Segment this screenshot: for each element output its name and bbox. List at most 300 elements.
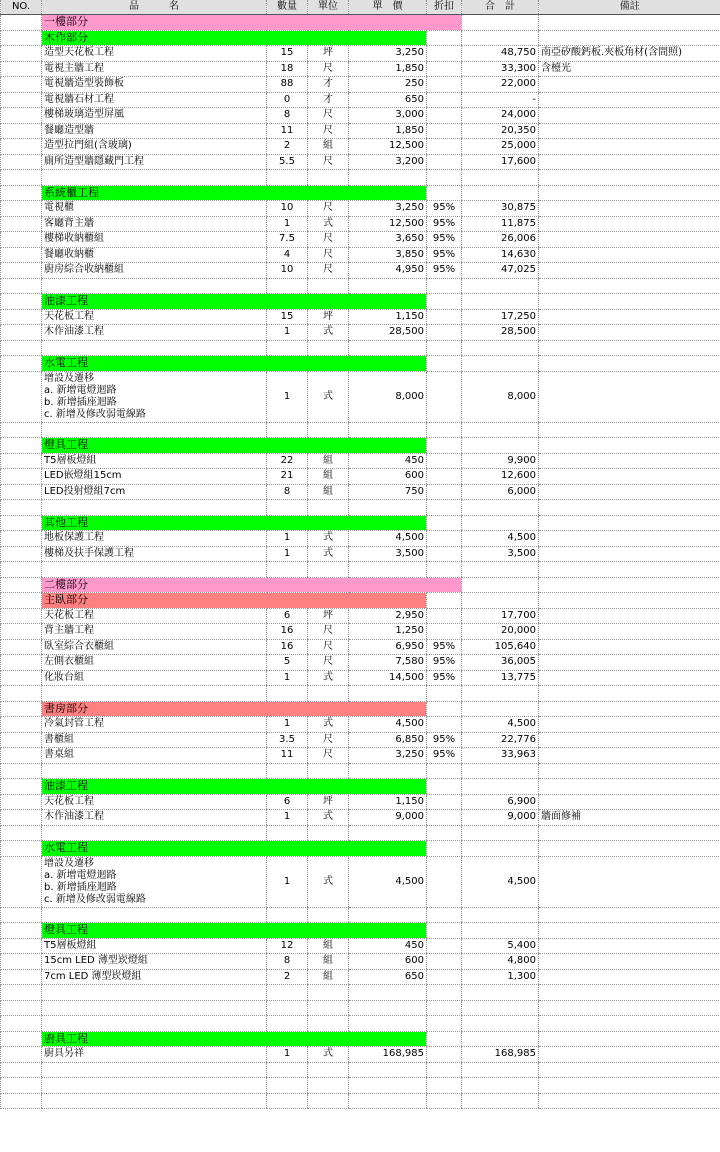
price-cell: 4,500 — [349, 531, 427, 547]
unit-cell: 尺 — [308, 232, 349, 248]
blank-row — [1, 500, 720, 516]
empty-cell — [427, 907, 462, 923]
discount-cell — [427, 938, 462, 954]
empty-cell — [349, 340, 427, 356]
empty-cell — [462, 923, 539, 939]
empty-cell — [308, 1093, 349, 1109]
empty-cell — [539, 1062, 720, 1078]
qty-cell: 22 — [267, 453, 308, 469]
empty-cell — [539, 1000, 720, 1016]
total-cell: 1,300 — [462, 969, 539, 985]
item-line: b. 新增插座迴路 — [44, 396, 117, 408]
note-cell — [539, 717, 720, 733]
price-cell: 4,500 — [349, 856, 427, 907]
empty-cell — [427, 923, 462, 939]
section-title-row — [1, 30, 720, 46]
blank-row — [1, 422, 720, 438]
table-row — [1, 969, 720, 985]
col-qty: 數量 — [267, 0, 308, 15]
section-title: 水電工程 — [42, 841, 427, 857]
note-cell — [539, 92, 720, 108]
empty-cell — [349, 1062, 427, 1078]
empty-cell — [267, 500, 308, 516]
unit-cell: 尺 — [308, 639, 349, 655]
qty-cell: 1 — [267, 325, 308, 341]
empty-cell — [539, 185, 720, 201]
qty-cell: 5 — [267, 655, 308, 671]
item-name: 電視牆石材工程 — [42, 92, 267, 108]
note-cell — [539, 639, 720, 655]
item-name: 臥室綜合衣櫃組 — [42, 639, 267, 655]
empty-cell — [267, 907, 308, 923]
qty-cell: 4 — [267, 247, 308, 263]
discount-cell: 95% — [427, 216, 462, 232]
unit-cell: 尺 — [308, 108, 349, 124]
qty-cell: 8 — [267, 484, 308, 500]
empty-cell — [1, 1093, 42, 1109]
empty-cell — [308, 686, 349, 702]
note-cell — [539, 969, 720, 985]
empty-cell — [427, 500, 462, 516]
empty-cell — [462, 825, 539, 841]
no-cell — [1, 185, 42, 201]
empty-cell — [349, 686, 427, 702]
total-cell: 9,900 — [462, 453, 539, 469]
section-title: 廚具工程 — [42, 1031, 427, 1047]
empty-cell — [42, 1016, 267, 1032]
unit-cell: 式 — [308, 546, 349, 562]
section-title-row — [1, 185, 720, 201]
no-cell — [1, 670, 42, 686]
section-title-row — [1, 294, 720, 310]
qty-cell: 18 — [267, 61, 308, 77]
qty-cell: 1 — [267, 1047, 308, 1063]
item-name: 電視牆造型裝飾板 — [42, 77, 267, 93]
no-cell — [1, 531, 42, 547]
section-title: 木作部分 — [42, 30, 427, 46]
empty-cell — [1, 278, 42, 294]
empty-cell — [427, 562, 462, 578]
empty-cell — [427, 278, 462, 294]
unit-cell: 式 — [308, 371, 349, 422]
empty-cell — [1, 1000, 42, 1016]
discount-cell: 95% — [427, 670, 462, 686]
total-cell: 47,025 — [462, 263, 539, 279]
empty-cell — [267, 686, 308, 702]
empty-cell — [427, 515, 462, 531]
discount-cell: 95% — [427, 748, 462, 764]
discount-cell — [427, 856, 462, 907]
total-cell: 20,000 — [462, 624, 539, 640]
discount-cell — [427, 469, 462, 485]
note-cell — [539, 748, 720, 764]
section-title: 其他工程 — [42, 515, 427, 531]
empty-cell — [349, 278, 427, 294]
no-cell — [1, 46, 42, 62]
section-title-row — [1, 15, 720, 31]
discount-cell — [427, 546, 462, 562]
item-name: T5層板燈組 — [42, 453, 267, 469]
no-cell — [1, 469, 42, 485]
no-cell — [1, 794, 42, 810]
empty-cell — [427, 30, 462, 46]
empty-cell — [462, 500, 539, 516]
empty-cell — [267, 278, 308, 294]
empty-cell — [427, 985, 462, 1001]
empty-cell — [539, 294, 720, 310]
empty-cell — [427, 779, 462, 795]
table-row — [1, 108, 720, 124]
price-cell: 3,250 — [349, 201, 427, 217]
empty-cell — [349, 1016, 427, 1032]
discount-cell — [427, 717, 462, 733]
total-cell: 4,800 — [462, 954, 539, 970]
empty-cell — [462, 185, 539, 201]
empty-cell — [1, 686, 42, 702]
empty-cell — [462, 1078, 539, 1094]
discount-cell — [427, 954, 462, 970]
unit-cell: 尺 — [308, 123, 349, 139]
unit-cell: 尺 — [308, 732, 349, 748]
table-row — [1, 309, 720, 325]
table-row — [1, 732, 720, 748]
table-row — [1, 810, 720, 826]
section-title: 油漆工程 — [42, 294, 427, 310]
empty-cell — [427, 294, 462, 310]
discount-cell: 95% — [427, 263, 462, 279]
item-name: 化妝台組 — [42, 670, 267, 686]
discount-cell — [427, 61, 462, 77]
blank-row — [1, 1000, 720, 1016]
item-name: 天花板工程 — [42, 309, 267, 325]
unit-cell: 組 — [308, 139, 349, 155]
price-cell: 600 — [349, 954, 427, 970]
unit-cell: 式 — [308, 531, 349, 547]
table-row — [1, 453, 720, 469]
unit-cell: 尺 — [308, 748, 349, 764]
empty-cell — [349, 1000, 427, 1016]
unit-cell: 才 — [308, 77, 349, 93]
table-row — [1, 469, 720, 485]
table-row — [1, 655, 720, 671]
empty-cell — [539, 686, 720, 702]
unit-cell: 組 — [308, 469, 349, 485]
empty-cell — [462, 701, 539, 717]
empty-cell — [539, 763, 720, 779]
table-row — [1, 670, 720, 686]
empty-cell — [349, 562, 427, 578]
empty-cell — [427, 686, 462, 702]
empty-cell — [308, 1000, 349, 1016]
col-item: 品 名 — [42, 0, 267, 15]
price-cell: 9,000 — [349, 810, 427, 826]
total-cell: 9,000 — [462, 810, 539, 826]
empty-cell — [462, 294, 539, 310]
discount-cell: 95% — [427, 201, 462, 217]
note-cell — [539, 325, 720, 341]
qty-cell: 3.5 — [267, 732, 308, 748]
item-name: 木作油漆工程 — [42, 810, 267, 826]
item-name — [42, 856, 267, 907]
no-cell — [1, 216, 42, 232]
empty-cell — [462, 422, 539, 438]
qty-cell: 1 — [267, 856, 308, 907]
total-cell: 17,600 — [462, 154, 539, 170]
empty-cell — [427, 185, 462, 201]
empty-cell — [539, 1031, 720, 1047]
item-name: 木作油漆工程 — [42, 325, 267, 341]
empty-cell — [42, 562, 267, 578]
section-title-row — [1, 1031, 720, 1047]
section-title: 油漆工程 — [42, 779, 427, 795]
total-cell: - — [462, 92, 539, 108]
empty-cell — [1, 1078, 42, 1094]
note-cell — [539, 484, 720, 500]
note-cell — [539, 77, 720, 93]
note-cell — [539, 123, 720, 139]
empty-cell — [462, 170, 539, 186]
section-title-row — [1, 923, 720, 939]
note-cell — [539, 608, 720, 624]
item-name: 餐廳造型牆 — [42, 123, 267, 139]
empty-cell — [427, 763, 462, 779]
qty-cell: 8 — [267, 954, 308, 970]
no-cell — [1, 108, 42, 124]
unit-cell: 組 — [308, 484, 349, 500]
empty-cell — [308, 1062, 349, 1078]
empty-cell — [462, 278, 539, 294]
unit-cell: 坪 — [308, 794, 349, 810]
empty-cell — [462, 593, 539, 609]
unit-cell: 組 — [308, 954, 349, 970]
unit-cell: 組 — [308, 969, 349, 985]
no-cell — [1, 577, 42, 593]
price-cell: 3,250 — [349, 46, 427, 62]
no-cell — [1, 232, 42, 248]
empty-cell — [1, 562, 42, 578]
empty-cell — [308, 562, 349, 578]
table-row — [1, 92, 720, 108]
table-row — [1, 325, 720, 341]
discount-cell — [427, 531, 462, 547]
item-name: 造型天花板工程 — [42, 46, 267, 62]
item-name: 書櫃組 — [42, 732, 267, 748]
no-cell — [1, 61, 42, 77]
no-cell — [1, 484, 42, 500]
empty-cell — [539, 340, 720, 356]
empty-cell — [42, 1078, 267, 1094]
total-cell: 14,630 — [462, 247, 539, 263]
price-cell: 3,250 — [349, 748, 427, 764]
empty-cell — [1, 500, 42, 516]
no-cell — [1, 154, 42, 170]
empty-cell — [539, 1016, 720, 1032]
unit-cell: 組 — [308, 453, 349, 469]
price-cell: 3,000 — [349, 108, 427, 124]
qty-cell: 15 — [267, 46, 308, 62]
note-cell — [539, 732, 720, 748]
discount-cell — [427, 810, 462, 826]
empty-cell — [42, 763, 267, 779]
discount-cell — [427, 139, 462, 155]
discount-cell — [427, 624, 462, 640]
total-cell: 12,600 — [462, 469, 539, 485]
discount-cell — [427, 371, 462, 422]
item-name: LED投射燈組7cm — [42, 484, 267, 500]
empty-cell — [539, 1078, 720, 1094]
blank-row — [1, 340, 720, 356]
blank-row — [1, 278, 720, 294]
col-note: 備註 — [539, 0, 720, 15]
empty-cell — [427, 1016, 462, 1032]
total-cell: 20,350 — [462, 123, 539, 139]
price-cell: 3,850 — [349, 247, 427, 263]
empty-cell — [267, 1000, 308, 1016]
no-cell — [1, 30, 42, 46]
qty-cell: 1 — [267, 717, 308, 733]
table-body — [1, 15, 720, 1109]
total-cell: 105,640 — [462, 639, 539, 655]
unit-cell: 式 — [308, 810, 349, 826]
price-cell: 1,150 — [349, 309, 427, 325]
discount-cell — [427, 108, 462, 124]
col-price: 單 價 — [349, 0, 427, 15]
no-cell — [1, 639, 42, 655]
table-row — [1, 546, 720, 562]
empty-cell — [267, 422, 308, 438]
table-row — [1, 232, 720, 248]
item-name: 左側衣櫃組 — [42, 655, 267, 671]
empty-cell — [462, 340, 539, 356]
price-cell: 600 — [349, 469, 427, 485]
price-cell: 4,500 — [349, 717, 427, 733]
table-row — [1, 46, 720, 62]
empty-cell — [42, 825, 267, 841]
unit-cell: 尺 — [308, 263, 349, 279]
price-cell: 650 — [349, 92, 427, 108]
empty-cell — [267, 985, 308, 1001]
no-cell — [1, 938, 42, 954]
col-unit: 單位 — [308, 0, 349, 15]
empty-cell — [267, 170, 308, 186]
empty-cell — [1, 1062, 42, 1078]
item-name: 廚房綜合收納櫃組 — [42, 263, 267, 279]
empty-cell — [308, 500, 349, 516]
item-name: 7cm LED 薄型崁燈組 — [42, 969, 267, 985]
empty-cell — [539, 825, 720, 841]
table-row — [1, 123, 720, 139]
total-cell: 28,500 — [462, 325, 539, 341]
blank-row — [1, 1016, 720, 1032]
empty-cell — [1, 763, 42, 779]
item-line: c. 新增及修改弱電線路 — [44, 408, 146, 420]
total-cell: 4,500 — [462, 717, 539, 733]
empty-cell — [42, 170, 267, 186]
section-title-row — [1, 779, 720, 795]
item-line: 增設及遷移 — [44, 372, 94, 384]
item-name: 樓梯及扶手保護工程 — [42, 546, 267, 562]
total-cell: 17,700 — [462, 608, 539, 624]
note-cell — [539, 154, 720, 170]
price-cell: 3,500 — [349, 546, 427, 562]
total-cell: 3,500 — [462, 546, 539, 562]
unit-cell: 坪 — [308, 309, 349, 325]
empty-cell — [267, 763, 308, 779]
empty-cell — [462, 779, 539, 795]
empty-cell — [308, 825, 349, 841]
price-cell: 3,200 — [349, 154, 427, 170]
note-cell — [539, 453, 720, 469]
table-row — [1, 61, 720, 77]
empty-cell — [267, 1078, 308, 1094]
empty-cell — [427, 841, 462, 857]
table-row — [1, 794, 720, 810]
empty-cell — [308, 985, 349, 1001]
note-cell — [539, 655, 720, 671]
price-cell: 3,650 — [349, 232, 427, 248]
item-name: 樓梯玻璃造型屏風 — [42, 108, 267, 124]
no-cell — [1, 92, 42, 108]
qty-cell: 6 — [267, 794, 308, 810]
col-discount: 折扣 — [427, 0, 462, 15]
empty-cell — [1, 825, 42, 841]
no-cell — [1, 701, 42, 717]
empty-cell — [427, 1078, 462, 1094]
discount-cell: 95% — [427, 655, 462, 671]
no-cell — [1, 593, 42, 609]
empty-cell — [42, 1000, 267, 1016]
no-cell — [1, 969, 42, 985]
empty-cell — [349, 763, 427, 779]
total-cell: 6,900 — [462, 794, 539, 810]
empty-cell — [427, 593, 462, 609]
empty-cell — [427, 1093, 462, 1109]
empty-cell — [427, 825, 462, 841]
item-name: 冷氣封管工程 — [42, 717, 267, 733]
note-cell — [539, 531, 720, 547]
empty-cell — [1, 985, 42, 1001]
empty-cell — [462, 30, 539, 46]
empty-cell — [539, 923, 720, 939]
item-name — [42, 371, 267, 422]
qty-cell: 10 — [267, 263, 308, 279]
no-cell — [1, 856, 42, 907]
no-cell — [1, 748, 42, 764]
price-cell: 8,000 — [349, 371, 427, 422]
empty-cell — [427, 422, 462, 438]
price-cell: 4,950 — [349, 263, 427, 279]
empty-cell — [539, 438, 720, 454]
no-cell — [1, 779, 42, 795]
item-line: 增設及遷移 — [44, 857, 94, 869]
price-cell: 7,580 — [349, 655, 427, 671]
empty-cell — [42, 907, 267, 923]
empty-cell — [308, 422, 349, 438]
item-line: c. 新增及修改弱電線路 — [44, 893, 146, 905]
price-cell: 6,850 — [349, 732, 427, 748]
total-cell: 11,875 — [462, 216, 539, 232]
no-cell — [1, 608, 42, 624]
no-cell — [1, 15, 42, 31]
note-cell — [539, 108, 720, 124]
qty-cell: 7.5 — [267, 232, 308, 248]
price-cell: 12,500 — [349, 216, 427, 232]
price-cell: 1,150 — [349, 794, 427, 810]
section-title: 主臥部分 — [42, 593, 427, 609]
table-row — [1, 216, 720, 232]
total-cell: 5,400 — [462, 938, 539, 954]
col-no: NO. — [1, 0, 42, 15]
